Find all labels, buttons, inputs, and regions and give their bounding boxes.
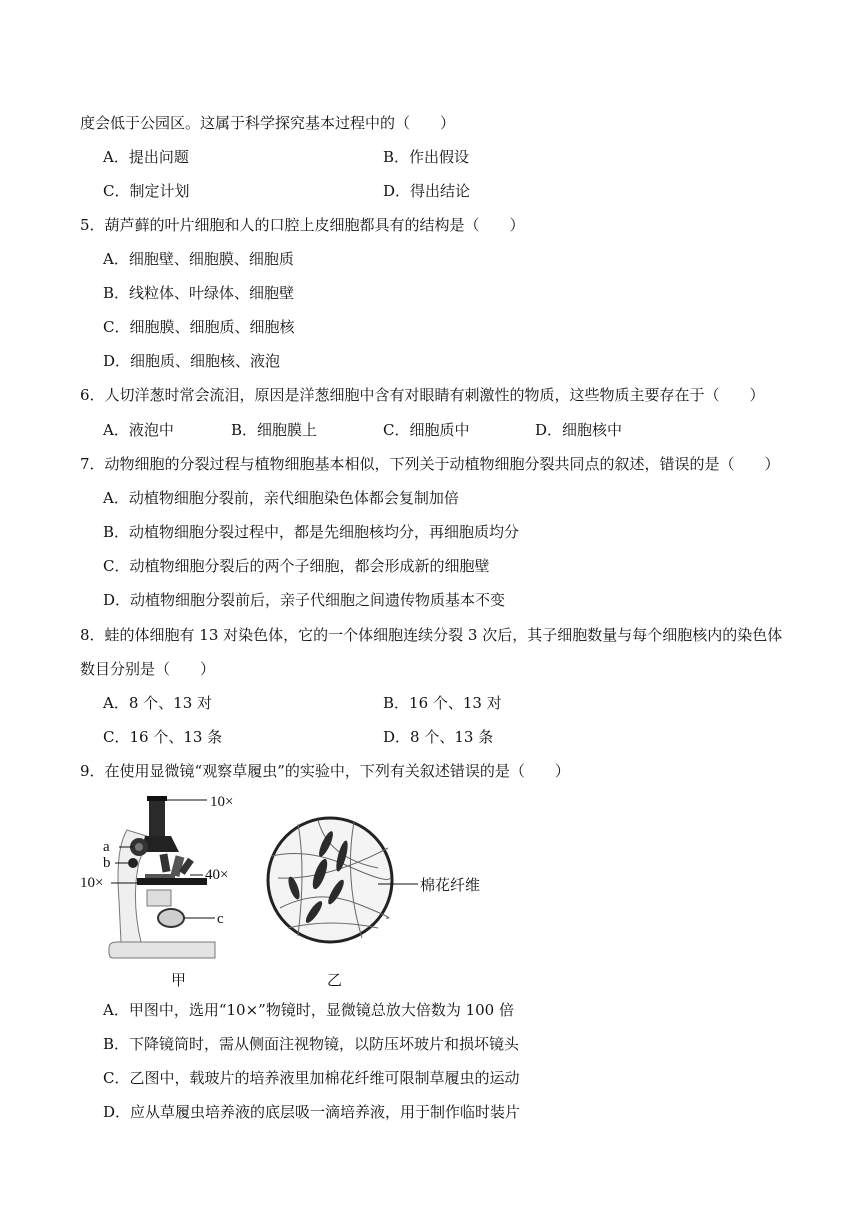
q5-option-d: D．细胞质、细胞核、液泡 bbox=[103, 352, 281, 370]
q4-option-a: A．提出问题 bbox=[103, 148, 189, 166]
q4-option-c: C．制定计划 bbox=[103, 182, 190, 200]
microscope-tube-shape bbox=[149, 798, 165, 838]
q6-option-c: C．细胞质中 bbox=[383, 421, 470, 439]
q5-option-b: B．线粒体、叶绿体、细胞壁 bbox=[103, 284, 295, 302]
q8-stem-line1: 8．蛙的体细胞有 13 对染色体，它的一个体细胞连续分裂 3 次后，其子细胞数量与每个细胞核内的染色体 bbox=[80, 626, 783, 644]
q7-option-a: A．动植物细胞分裂前，亲代细胞染色体都会复制加倍 bbox=[103, 489, 459, 507]
q9-option-b: B．下降镜筒时，需从侧面注视物镜，以防压坏玻片和损坏镜头 bbox=[103, 1035, 520, 1053]
label-objective-10x: 10× bbox=[80, 875, 104, 891]
q9-option-d: D．应从草履虫培养液的底层吸一滴培养液，用于制作临时装片 bbox=[103, 1103, 521, 1121]
q4-option-d: D．得出结论 bbox=[383, 182, 471, 200]
q7-option-c: C．动植物细胞分裂后的两个子细胞，都会形成新的细胞壁 bbox=[103, 557, 490, 575]
q9-stem: 9．在使用显微镜“观察草履虫”的实验中，下列有关叙述错误的是（ ） bbox=[80, 762, 570, 780]
label-objective-40x: 40× bbox=[205, 867, 229, 883]
q5-option-c: C．细胞膜、细胞质、细胞核 bbox=[103, 318, 295, 336]
q8-option-c: C．16 个、13 条 bbox=[103, 728, 223, 746]
q8-option-b: B．16 个、13 对 bbox=[383, 694, 502, 712]
q8-option-d: D．8 个、13 条 bbox=[383, 728, 494, 746]
caption-yi: 乙 bbox=[327, 971, 343, 989]
q7-option-d: D．动植物细胞分裂前后，亲子代细胞之间遗传物质基本不变 bbox=[103, 591, 506, 609]
q8-stem-line2: 数目分别是（ ） bbox=[80, 660, 216, 678]
microscope-stage-shape bbox=[137, 878, 207, 885]
q4-stem: 度会低于公园区。这属于科学探究基本过程中的（ ） bbox=[80, 114, 456, 132]
q7-option-b: B．动植物细胞分裂过程中，都是先细胞核均分，再细胞质均分 bbox=[103, 523, 520, 541]
q4-option-b: B．作出假设 bbox=[383, 148, 470, 166]
label-cotton-fiber: 棉花纤维 bbox=[420, 876, 481, 894]
label-c: c bbox=[217, 911, 224, 927]
q7-stem: 7．动物细胞的分裂过程与植物细胞基本相似，下列关于动植物细胞分裂共同点的叙述，错误的是（ ） bbox=[80, 455, 780, 473]
q9-option-c: C．乙图中，载玻片的培养液里加棉花纤维可限制草履虫的运动 bbox=[103, 1069, 520, 1087]
caption-jia: 甲 bbox=[171, 971, 187, 989]
q6-option-a: A．液泡中 bbox=[103, 421, 174, 439]
label-b: b bbox=[103, 855, 111, 871]
microscope-figure bbox=[75, 790, 275, 990]
q5-option-a: A．细胞壁、细胞膜、细胞质 bbox=[103, 250, 294, 268]
fine-adjuster-b-shape bbox=[128, 858, 138, 868]
microscope-base-shape bbox=[109, 942, 215, 958]
field-of-view-figure bbox=[258, 808, 418, 968]
q6-option-b: B．细胞膜上 bbox=[231, 421, 318, 439]
label-eyepiece-10x: 10× bbox=[210, 794, 234, 810]
q8-option-a: A．8 个、13 对 bbox=[103, 694, 212, 712]
q9-option-a: A．甲图中，选用“10×”物镜时，显微镜总放大倍数为 100 倍 bbox=[103, 1001, 514, 1019]
q6-stem: 6．人切洋葱时常会流泪，原因是洋葱细胞中含有对眼睛有刺激性的物质，这些物质主要存在于（ ） bbox=[80, 386, 765, 404]
label-a: a bbox=[103, 839, 110, 855]
q5-stem: 5．葫芦藓的叶片细胞和人的口腔上皮细胞都具有的结构是（ ） bbox=[80, 216, 525, 234]
q6-option-d: D．细胞核中 bbox=[535, 421, 623, 439]
mirror-c-shape bbox=[158, 909, 184, 927]
